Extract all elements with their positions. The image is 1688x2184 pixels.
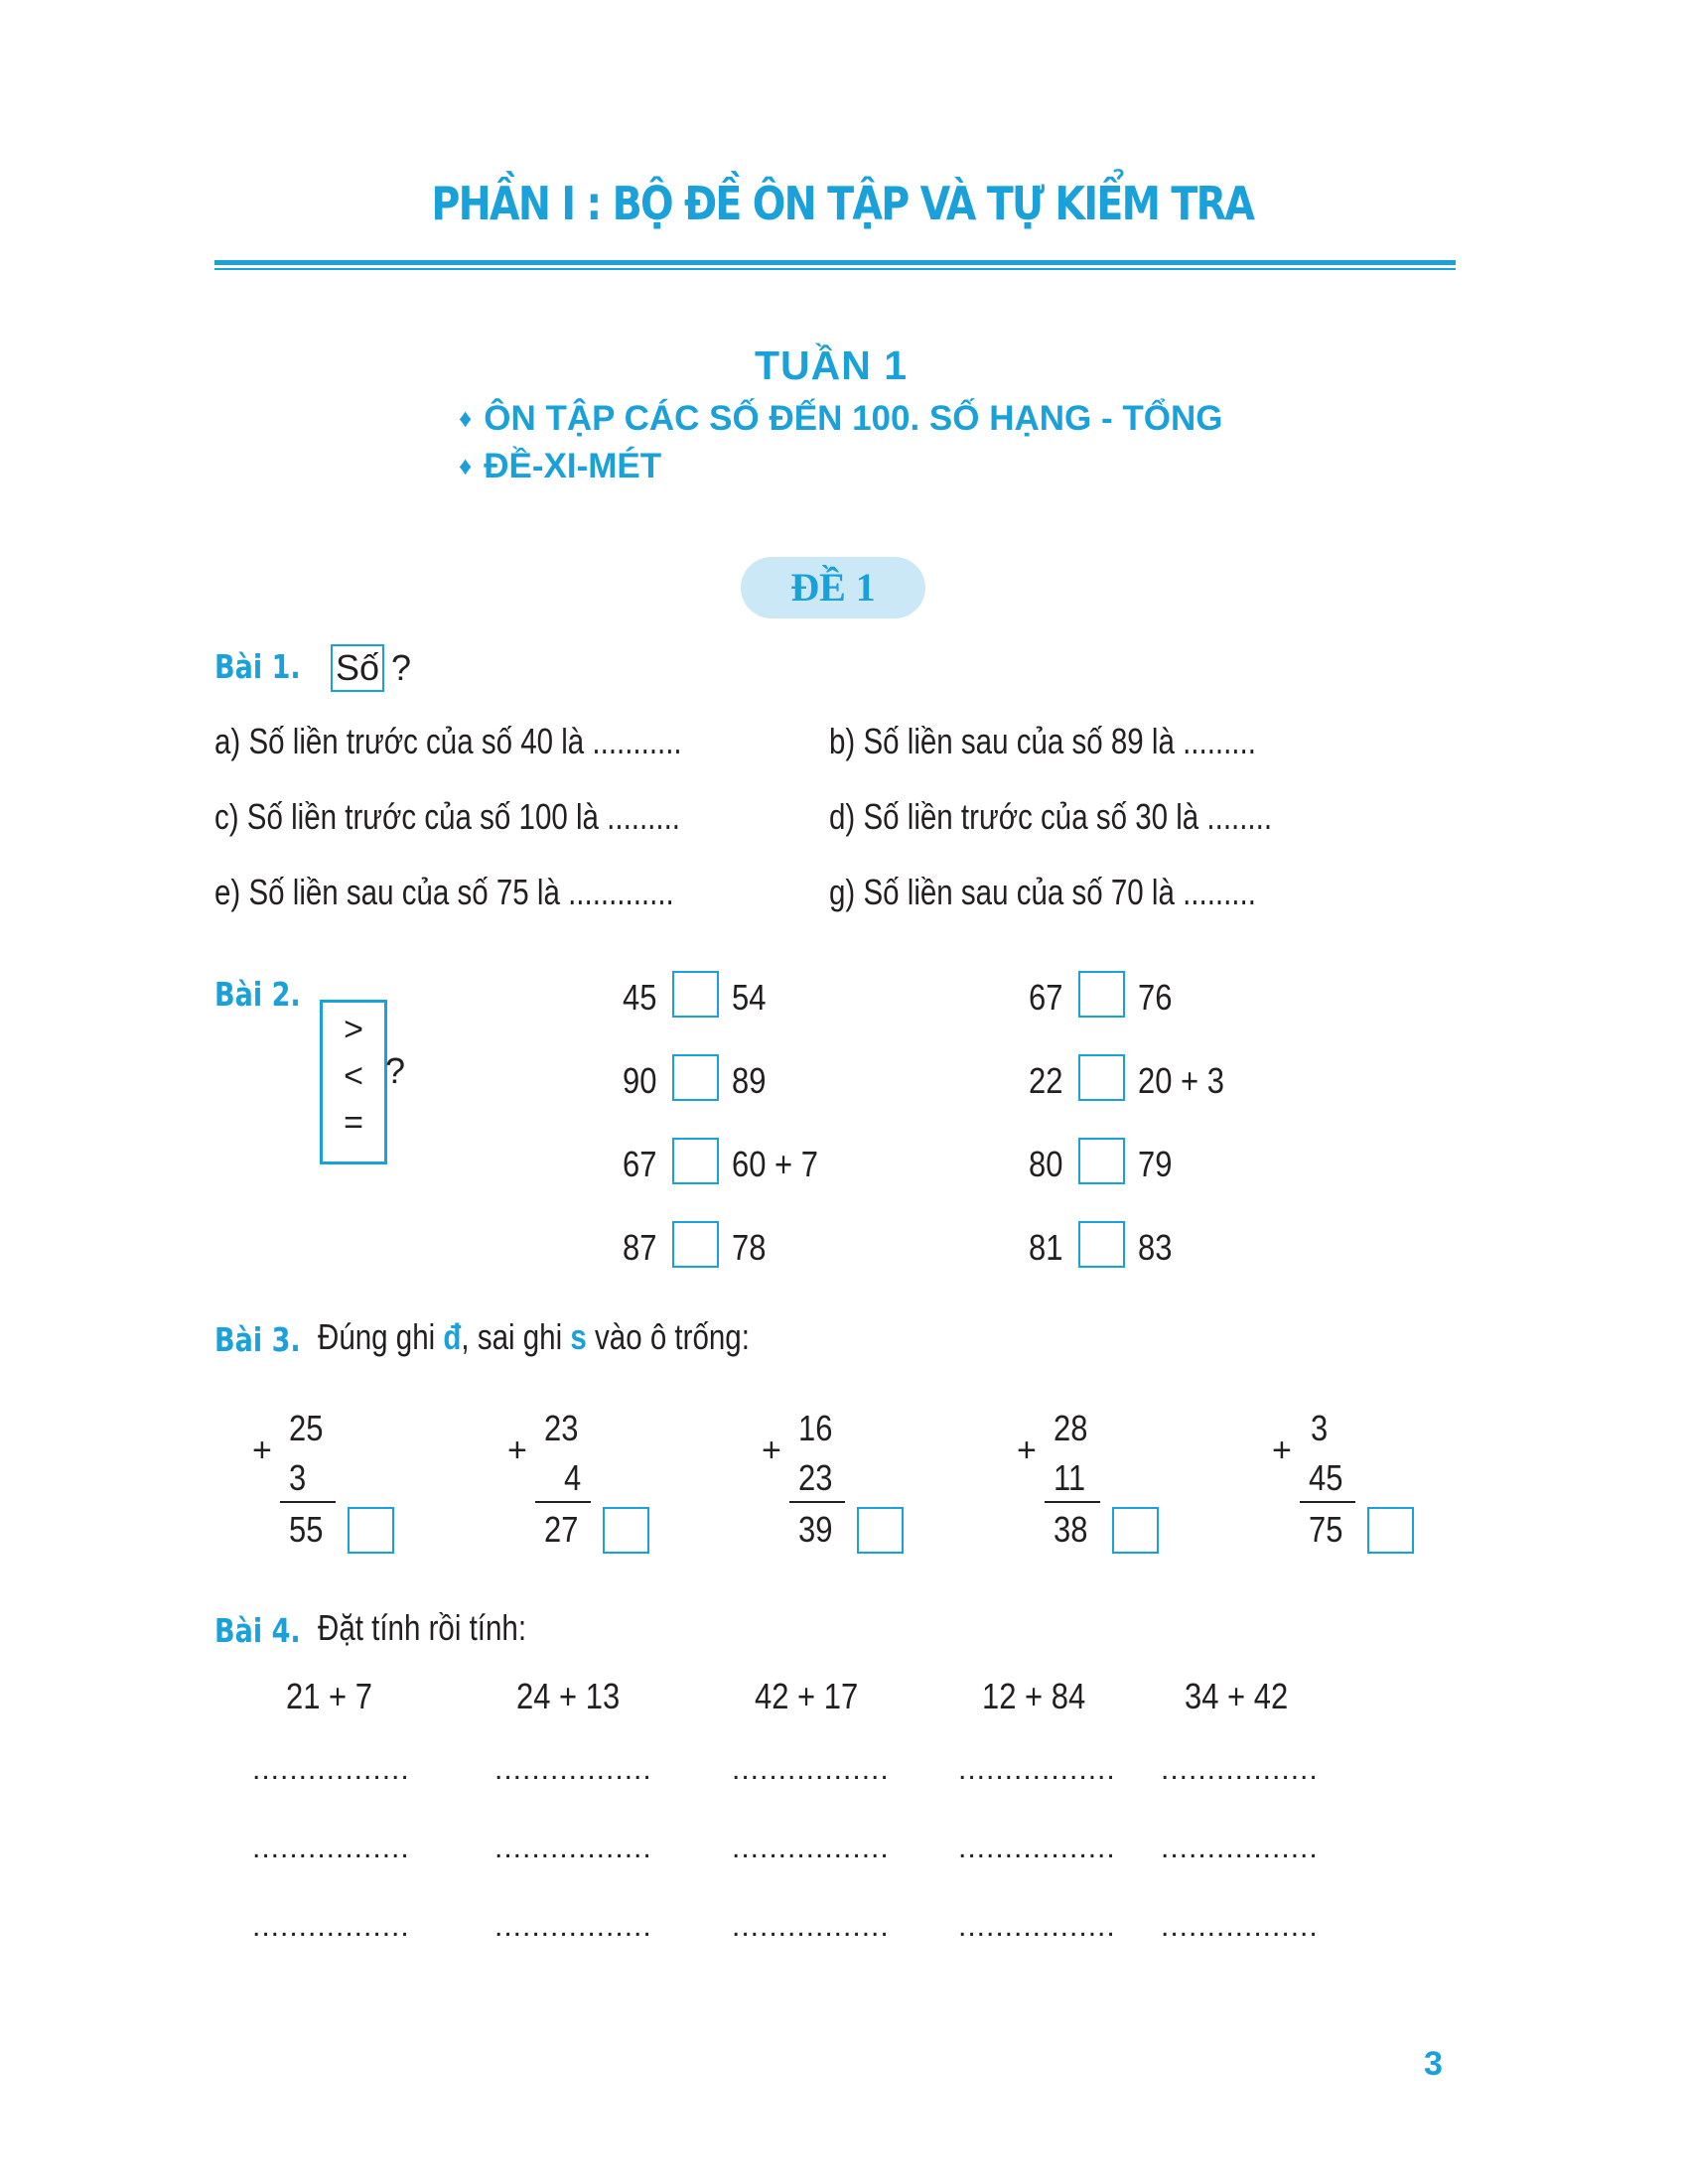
- true-false-box[interactable]: [857, 1507, 904, 1554]
- compare-left-lhs: 67: [623, 1144, 657, 1184]
- answer-line[interactable]: .................: [252, 1753, 410, 1786]
- answer-line[interactable]: .................: [958, 1753, 1116, 1786]
- compare-answer-box[interactable]: [672, 1221, 719, 1268]
- so-box: Số: [331, 644, 384, 692]
- addition-result: 38: [1054, 1509, 1088, 1550]
- compare-right-rhs: 79: [1138, 1144, 1173, 1184]
- addition-top: 3: [1311, 1408, 1329, 1448]
- compare-right-lhs: 80: [1029, 1144, 1063, 1184]
- answer-line[interactable]: .................: [732, 1910, 890, 1943]
- true-false-box[interactable]: [348, 1507, 394, 1554]
- expression: 42 + 17: [755, 1676, 859, 1716]
- bai4-instruction: Đặt tính rồi tính:: [318, 1607, 527, 1648]
- bai1-item-e: e) Số liền sau của số 75 là .............: [214, 872, 674, 912]
- answer-line[interactable]: .................: [1161, 1832, 1319, 1864]
- answer-line[interactable]: .................: [1161, 1753, 1319, 1786]
- plus-sign: +: [252, 1432, 272, 1469]
- answer-line[interactable]: .................: [732, 1753, 890, 1786]
- addition-line: [1045, 1501, 1100, 1503]
- part-title: PHẦN I : BỘ ĐỀ ÔN TẬP VÀ TỰ KIỂM TRA: [431, 177, 1254, 230]
- plus-sign: +: [762, 1432, 781, 1469]
- bai1-label: Bài 1.: [214, 647, 301, 686]
- answer-line[interactable]: .................: [252, 1832, 410, 1864]
- compare-answer-box[interactable]: [1078, 1221, 1125, 1268]
- less-than-symbol: <: [344, 1057, 363, 1095]
- bai3-text-before: Đúng ghi: [318, 1316, 436, 1357]
- compare-left-lhs: 87: [623, 1227, 657, 1268]
- compare-right-rhs: 20 + 3: [1138, 1060, 1224, 1101]
- addition-result: 39: [798, 1509, 833, 1550]
- plus-sign: +: [1017, 1432, 1037, 1469]
- compare-answer-box[interactable]: [1078, 971, 1125, 1018]
- bai3-text-middle: , sai ghi: [461, 1316, 563, 1357]
- diamond-bullet-icon: ♦: [459, 403, 473, 433]
- bai1-item-c: c) Số liền trước của số 100 là .........: [214, 796, 681, 837]
- topic-2: [459, 447, 661, 486]
- bai1-item-g: g) Số liền sau của số 70 là .........: [829, 872, 1256, 912]
- addition-bottom: 11: [1054, 1457, 1086, 1498]
- answer-line[interactable]: .................: [252, 1910, 410, 1943]
- bai3-heading: [214, 1320, 320, 1359]
- compare-left-lhs: 45: [623, 977, 657, 1018]
- bai1-question-mark: ?: [391, 647, 412, 688]
- bai3-mark-true: đ: [443, 1316, 462, 1357]
- addition-top: 28: [1054, 1408, 1088, 1448]
- title-rule-bottom: [214, 268, 1456, 270]
- compare-right-rhs: 83: [1138, 1227, 1173, 1268]
- expression: 12 + 84: [982, 1676, 1086, 1716]
- addition-top: 16: [798, 1408, 833, 1448]
- title-rule-top: [214, 260, 1456, 265]
- compare-left-rhs: 89: [732, 1060, 767, 1101]
- answer-line[interactable]: .................: [1161, 1910, 1319, 1943]
- expression: 21 + 7: [286, 1676, 372, 1716]
- bai2-label: Bài 2.: [214, 975, 301, 1014]
- answer-line[interactable]: .................: [958, 1910, 1116, 1943]
- compare-left-lhs: 90: [623, 1060, 657, 1101]
- diamond-bullet-icon: ♦: [459, 451, 473, 480]
- addition-result: 75: [1309, 1509, 1343, 1550]
- compare-answer-box[interactable]: [1078, 1138, 1125, 1184]
- compare-right-lhs: 67: [1029, 977, 1063, 1018]
- bai4-label: Bài 4.: [214, 1611, 301, 1650]
- week-title: TUẦN 1: [755, 342, 909, 388]
- compare-answer-box[interactable]: [1078, 1054, 1125, 1101]
- bai3-text-after: vào ô trống:: [595, 1316, 750, 1357]
- plus-sign: +: [1272, 1432, 1292, 1469]
- addition-bottom: 23: [798, 1457, 833, 1498]
- plus-sign: +: [507, 1432, 527, 1469]
- compare-answer-box[interactable]: [672, 1054, 719, 1101]
- addition-result: 27: [544, 1509, 579, 1550]
- addition-line: [280, 1501, 336, 1503]
- bai1-item-a: a) Số liền trước của số 40 là ...........: [214, 721, 682, 761]
- bai1-item-b: b) Số liền sau của số 89 là .........: [829, 721, 1256, 761]
- compare-answer-box[interactable]: [672, 1138, 719, 1184]
- addition-bottom: 4: [564, 1457, 582, 1498]
- answer-line[interactable]: .................: [494, 1832, 652, 1864]
- greater-than-symbol: >: [344, 1011, 363, 1048]
- page-number: 3: [1424, 2045, 1443, 2083]
- compare-left-rhs: 60 + 7: [732, 1144, 818, 1184]
- addition-line: [1300, 1501, 1355, 1503]
- addition-top: 23: [544, 1408, 579, 1448]
- compare-right-lhs: 81: [1029, 1227, 1063, 1268]
- answer-line[interactable]: .................: [732, 1832, 890, 1864]
- compare-left-rhs: 54: [732, 977, 767, 1018]
- true-false-box[interactable]: [603, 1507, 649, 1554]
- bai3-label: Bài 3.: [214, 1320, 301, 1359]
- true-false-box[interactable]: [1367, 1507, 1414, 1554]
- equals-symbol: =: [344, 1104, 363, 1142]
- bai2-question-mark: ?: [385, 1050, 406, 1091]
- topic-1-text: ÔN TẬP CÁC SỐ ĐẾN 100. SỐ HẠNG - TỔNG: [484, 399, 1223, 438]
- answer-line[interactable]: .................: [958, 1832, 1116, 1864]
- bai1-item-d: d) Số liền trước của số 30 là ........: [829, 796, 1273, 837]
- expression: 24 + 13: [516, 1676, 621, 1716]
- compare-right-lhs: 22: [1029, 1060, 1063, 1101]
- compare-right-rhs: 76: [1138, 977, 1173, 1018]
- addition-result: 55: [289, 1509, 324, 1550]
- addition-bottom: 45: [1309, 1457, 1343, 1498]
- exam-badge: ĐỀ 1: [741, 557, 925, 618]
- compare-answer-box[interactable]: [672, 971, 719, 1018]
- true-false-box[interactable]: [1112, 1507, 1159, 1554]
- answer-line[interactable]: .................: [494, 1910, 652, 1943]
- bai3-instruction: [318, 1316, 750, 1358]
- addition-line: [789, 1501, 845, 1503]
- answer-line[interactable]: .................: [494, 1753, 652, 1786]
- topic-1: [459, 399, 1222, 439]
- topic-2-text: ĐỀ-XI-MÉT: [484, 447, 662, 485]
- expression: 34 + 42: [1185, 1676, 1289, 1716]
- addition-bottom: 3: [289, 1457, 307, 1498]
- compare-left-rhs: 78: [732, 1227, 767, 1268]
- addition-line: [535, 1501, 591, 1503]
- comparison-symbols-box: [320, 1000, 387, 1164]
- addition-top: 25: [289, 1408, 324, 1448]
- bai3-mark-false: s: [570, 1316, 587, 1357]
